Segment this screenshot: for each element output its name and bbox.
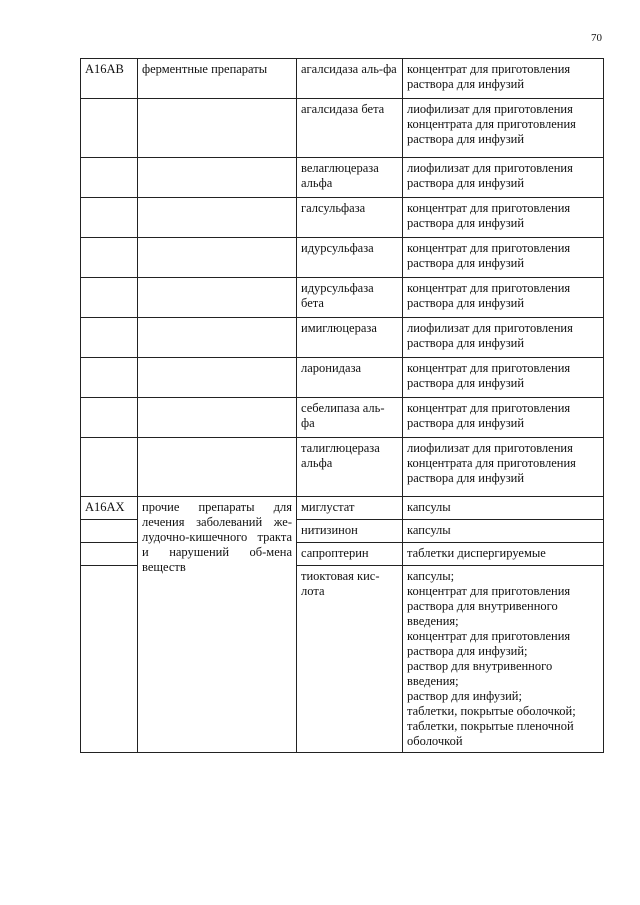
empty-cell <box>138 318 297 358</box>
dosage-form: лиофилизат для приготовления раствора для инфузий <box>403 158 604 198</box>
drug-name: галсульфаза <box>297 198 403 238</box>
dosage-form: концентрат для приготовления раствора для инфузий <box>403 59 604 99</box>
drug-name: миглустат <box>297 497 403 520</box>
empty-cell <box>138 438 297 497</box>
empty-cell <box>138 198 297 238</box>
drug-name: себелипаза аль-фа <box>297 398 403 438</box>
empty-cell <box>81 318 138 358</box>
table-row <box>81 398 604 438</box>
dosage-form: концентрат для приготовления раствора для инфузий; <box>407 629 571 658</box>
drug-name: идурсульфаза <box>297 238 403 278</box>
dosage-form: таблетки диспергируемые <box>403 543 604 566</box>
dosage-form: лиофилизат для приготовления раствора для инфузий <box>403 318 604 358</box>
dosage-form: концентрат для приготовления раствора для инфузий <box>403 238 604 278</box>
drug-name: ларонидаза <box>297 358 403 398</box>
drug-name: имиглюцераза <box>297 318 403 358</box>
empty-cell <box>81 278 138 318</box>
dosage-form: таблетки, покрытые пленочной оболочкой <box>407 719 574 748</box>
dosage-form: раствор для инфузий; <box>407 689 522 703</box>
group-name: ферментные препараты <box>138 59 297 99</box>
empty-cell <box>81 158 138 198</box>
dosage-form: таблетки, покрытые оболочкой; <box>407 704 576 718</box>
empty-cell <box>81 520 138 543</box>
empty-cell <box>138 358 297 398</box>
table-row <box>81 438 604 497</box>
drug-table <box>80 58 604 753</box>
empty-cell <box>138 238 297 278</box>
page-number: 70 <box>591 32 602 44</box>
drug-name: нитизинон <box>297 520 403 543</box>
dosage-form: концентрат для приготовления раствора для инфузий <box>403 398 604 438</box>
dosage-form: лиофилизат для приготовления концентрата для приготовления раствора для инфузий <box>403 438 604 497</box>
table-row <box>81 358 604 398</box>
dosage-form: капсулы <box>403 520 604 543</box>
table-row <box>81 318 604 358</box>
drug-name: велаглюцераза альфа <box>297 158 403 198</box>
dosage-form-list <box>403 566 604 753</box>
dosage-form: капсулы; <box>407 569 455 583</box>
dosage-form: капсулы <box>403 497 604 520</box>
empty-cell <box>81 438 138 497</box>
dosage-form: концентрат для приготовления раствора для инфузий <box>403 358 604 398</box>
empty-cell <box>81 543 138 566</box>
table-row <box>81 158 604 198</box>
group-name: прочие препараты для лечения заболеваний же-лудочно-кишечного тракта и нарушений об-мена веществ <box>138 497 297 753</box>
table-row <box>81 99 604 158</box>
empty-cell <box>81 198 138 238</box>
atc-code: A16AB <box>81 59 138 99</box>
table-row <box>81 198 604 238</box>
dosage-form: концентрат для приготовления раствора для инфузий <box>403 198 604 238</box>
table-row <box>81 238 604 278</box>
empty-cell <box>81 238 138 278</box>
dosage-form: лиофилизат для приготовления концентрата для приготовления раствора для инфузий <box>403 99 604 158</box>
table-row <box>81 59 604 99</box>
dosage-form: концентрат для приготовления раствора для внутривенного введения; <box>407 584 571 628</box>
dosage-form: концентрат для приготовления раствора для инфузий <box>403 278 604 318</box>
empty-cell <box>138 158 297 198</box>
drug-name: агалсидаза бета <box>297 99 403 158</box>
atc-code: A16AX <box>81 497 138 520</box>
drug-name: сапроптерин <box>297 543 403 566</box>
drug-name: талиглюцераза альфа <box>297 438 403 497</box>
empty-cell <box>81 358 138 398</box>
drug-name: тиоктовая кис-лота <box>297 566 403 753</box>
dosage-form: раствор для внутривенного введения; <box>407 659 553 688</box>
empty-cell <box>138 398 297 438</box>
empty-cell <box>81 566 138 753</box>
drug-name: идурсульфаза бета <box>297 278 403 318</box>
drug-name: агалсидаза аль-фа <box>297 59 403 99</box>
table-row <box>81 278 604 318</box>
empty-cell <box>81 99 138 158</box>
table-row <box>81 497 604 520</box>
empty-cell <box>81 398 138 438</box>
empty-cell <box>138 99 297 158</box>
empty-cell <box>138 278 297 318</box>
